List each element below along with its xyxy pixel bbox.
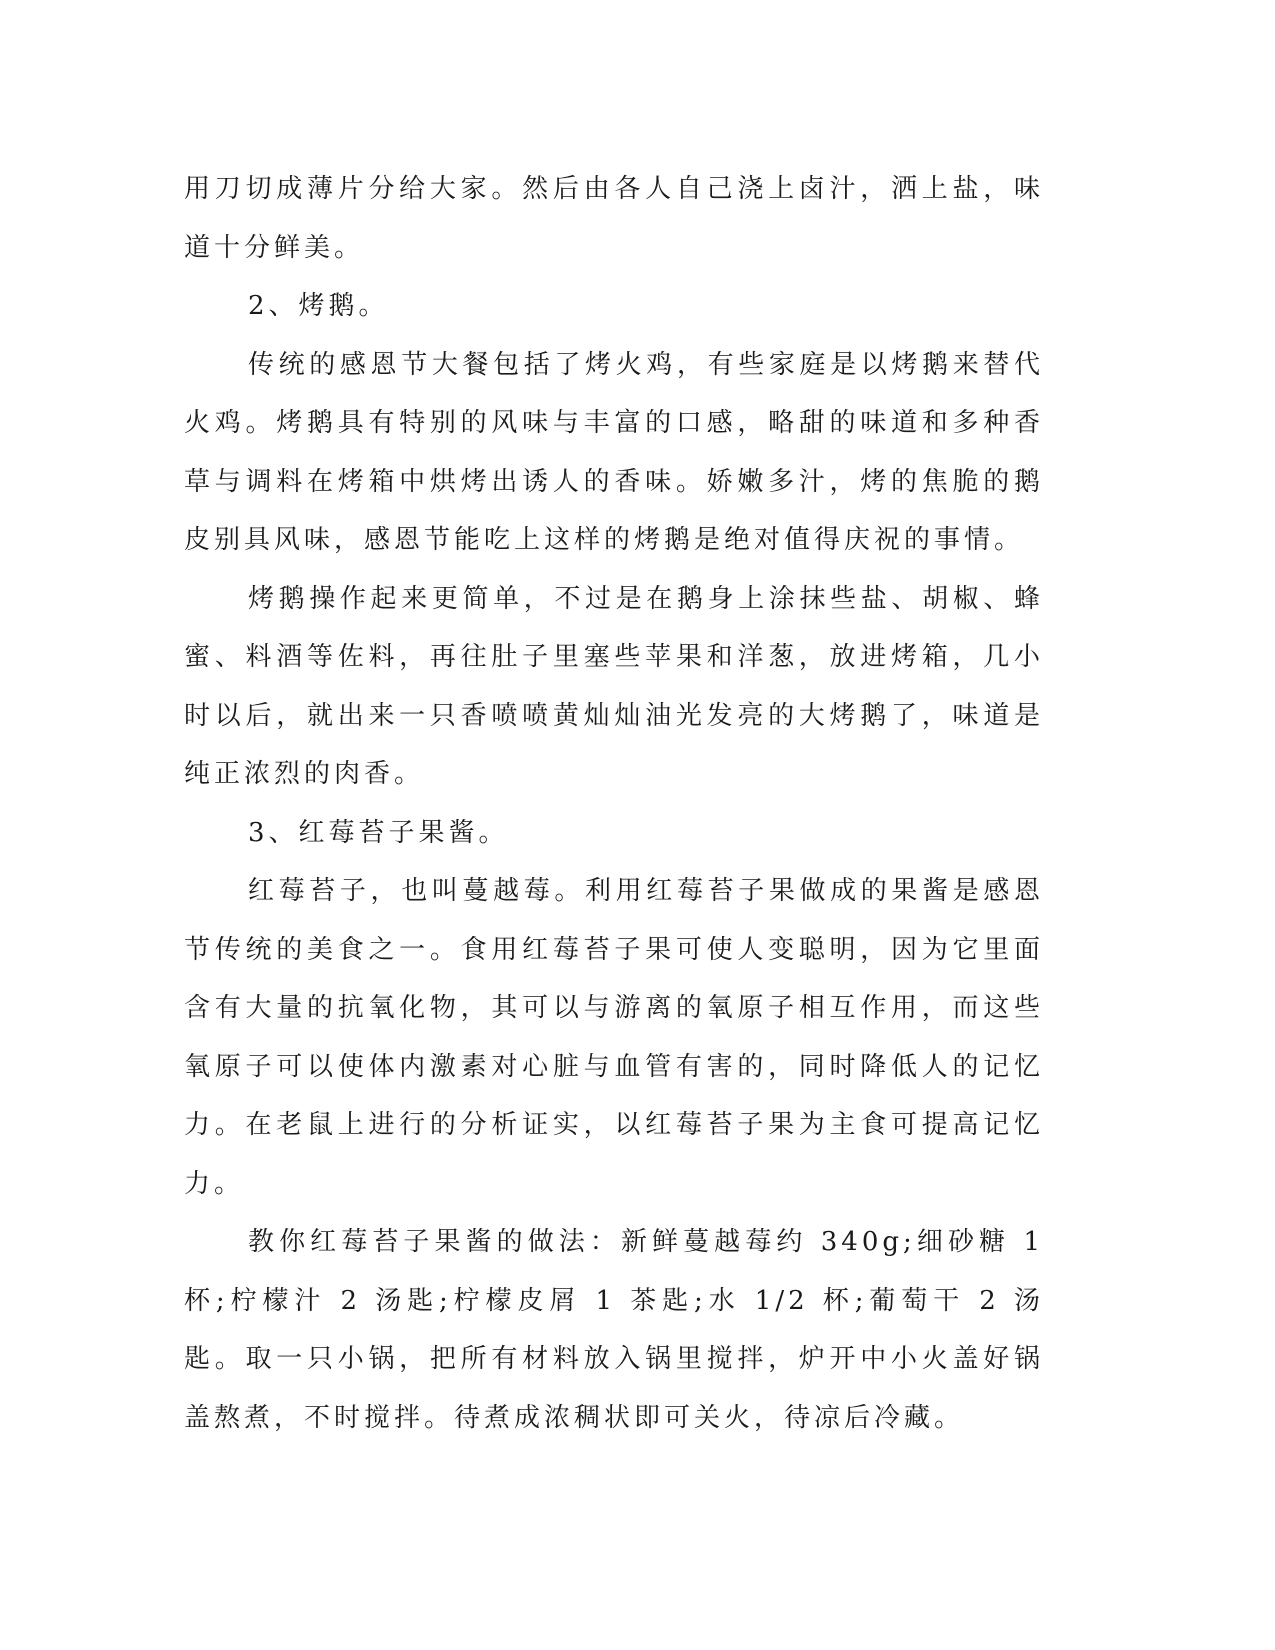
paragraph-roast-goose-intro: 传统的感恩节大餐包括了烤火鸡，有些家庭是以烤鹅来替代火鸡。烤鹅具有特别的风味与丰富的口感，略甜的味道和多种香草与调料在烤箱中烘烤出诱人的香味。娇嫩多汁，烤的焦脆的鹅皮别具风味，感恩节能吃上这样的烤鹅是绝对值得庆祝的事情。 <box>184 349 1044 555</box>
section-heading-roast-goose: 2、烤鹅。 <box>248 291 389 321</box>
document-body <box>184 160 1044 1447</box>
paragraph-cranberry-intro: 红莓苔子，也叫蔓越莓。利用红莓苔子果做成的果酱是感恩节传统的美食之一。食用红莓苔子果可使人变聪明，因为它里面含有大量的抗氧化物，其可以与游离的氧原子相互作用，而这些氧原子可以使体内激素对心脏与血管有害的，同时降低人的记忆力。在老鼠上进行的分析证实，以红莓苔子果为主食可提高记忆力。 <box>184 876 1044 1199</box>
section-heading-cranberry-sauce: 3、红莓苔子果酱。 <box>248 817 509 848</box>
paragraph-roast-goose-method: 烤鹅操作起来更简单，不过是在鹅身上涂抹些盐、胡椒、蜂蜜、料酒等佐料，再往肚子里塞些苹果和洋葱，放进烤箱，几小时以后，就出来一只香喷喷黄灿灿油光发亮的大烤鹅了，味道是纯正浓烈的肉香。 <box>184 583 1044 789</box>
paragraph-cranberry-recipe: 教你红莓苔子果酱的做法：新鲜蔓越莓约 340g;细砂糖 1 杯;柠檬汁 2 汤匙;柠檬皮屑 1 茶匙;水 1/2 杯;葡萄干 2 汤匙。取一只小锅，把所有材料放入锅里搅拌，炉开中小火盖好锅盖熬煮，不时搅拌。待煮成浓稠状即可关火，待凉后冷藏。 <box>184 1227 1044 1433</box>
paragraph-continuation: 用刀切成薄片分给大家。然后由各人自己浇上卤汁，洒上盐，味道十分鲜美。 <box>184 174 1044 263</box>
